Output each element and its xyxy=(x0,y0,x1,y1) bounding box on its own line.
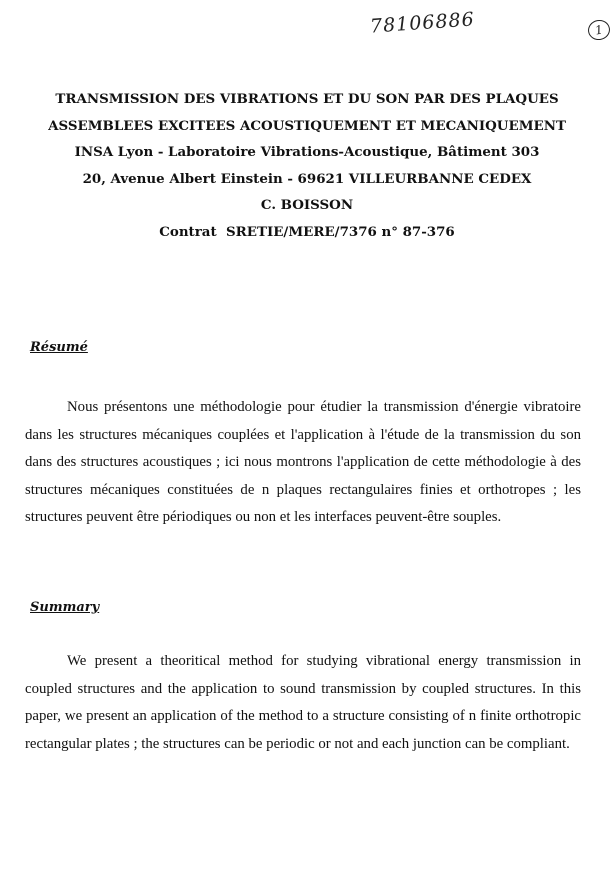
handwritten-document-number: 78106886 xyxy=(369,8,476,38)
address: 20, Avenue Albert Einstein - 69621 VILLEURBANNE CEDEX xyxy=(82,170,532,187)
paper-header xyxy=(0,86,614,245)
contract: Contrat SRETIE/MERE/7376 n° 87-376 xyxy=(159,223,455,240)
title-line-2: ASSEMBLEES EXCITEES ACOUSTIQUEMENT ET MECANIQUEMENT xyxy=(48,117,566,134)
resume-paragraph xyxy=(25,394,581,532)
summary-paragraph xyxy=(25,648,581,758)
resume-heading: Résumé xyxy=(30,340,88,355)
resume-text: Nous présentons une méthodologie pour étudier la transmission d'énergie vibratoire dans les structures mécaniques couplées et l'application à l'étude de la transmission du son dans des structures acoustiques ; ici nous montrons l'application de cette méthodologie à des structures mécaniques constituées de n plaques rectangulaires finies et orthotropes ; les structures peuvent être périodiques ou non et les interfaces peuvent-être souples. xyxy=(25,399,581,526)
handwritten-page-marker: 1 xyxy=(586,18,611,42)
summary-heading: Summary xyxy=(30,600,100,615)
author: C. BOISSON xyxy=(260,197,354,213)
summary-text: We present a theoritical method for studying vibrational energy transmission in coupled structures and the application to sound transmission by coupled structures. In this paper, we present an application of the method to a structure consisting of n finite orthotropic rectangular plates ; the structures can be periodic or not and each junction can be compliant. xyxy=(25,653,581,752)
affiliation: INSA Lyon - Laboratoire Vibrations-Acoustique, Bâtiment 303 xyxy=(74,144,540,160)
title-line-1: TRANSMISSION DES VIBRATIONS ET DU SON PAR DES PLAQUES xyxy=(55,91,559,107)
